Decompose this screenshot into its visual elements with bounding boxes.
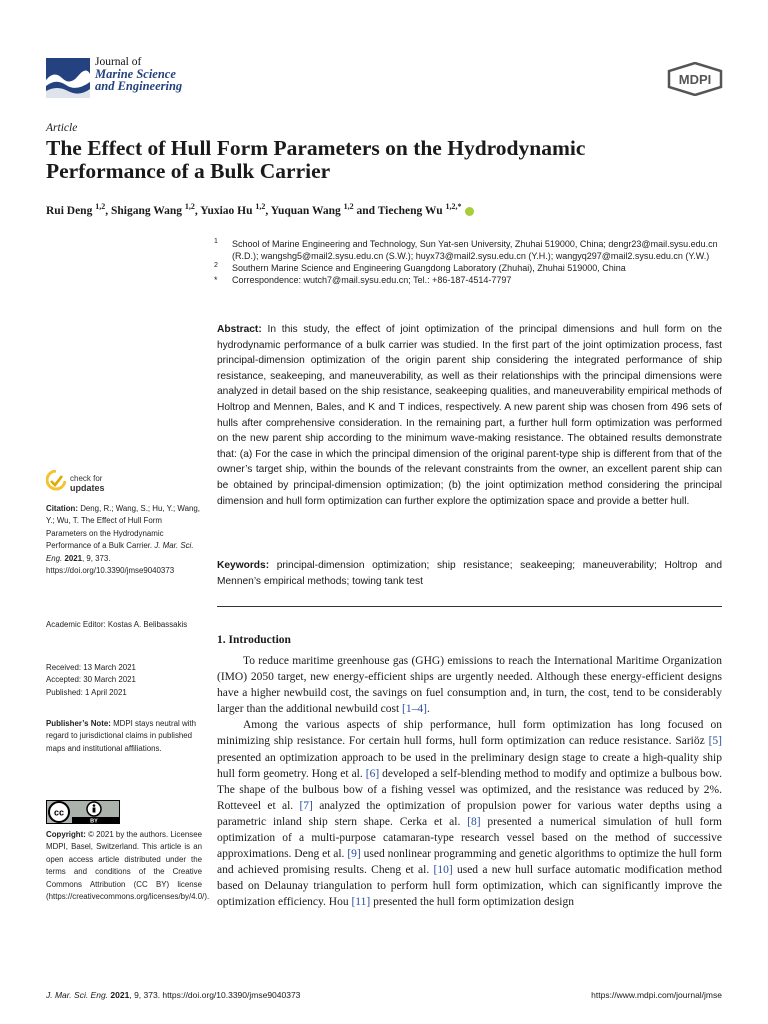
journal-name-line1: Journal of xyxy=(95,56,142,68)
paragraph-text: presented the hull form optimization design xyxy=(370,896,574,909)
publisher-note xyxy=(46,718,202,755)
check-for-updates-button[interactable] xyxy=(46,470,176,498)
author-name: Tiecheng Wu xyxy=(377,204,443,217)
footer-doi[interactable]: , 9, 373. https://doi.org/10.3390/jmse9040373 xyxy=(129,990,301,1000)
correspondence xyxy=(214,274,724,286)
article-type: Article xyxy=(46,122,78,134)
citation-text: Deng, R.; Wang, S.; Hu, Y.; Wang, Y.; Wu, T. The Effect of Hull Form Parameters on the Hydrodynamic Performance of a Bulk Carrier. xyxy=(46,504,200,551)
keywords-label: Keywords: xyxy=(217,560,270,571)
copyright-label: Copyright: xyxy=(46,830,86,839)
academic-editor: Academic Editor: Kostas A. Belibassakis xyxy=(46,620,188,629)
abstract-label: Abstract: xyxy=(217,324,262,335)
paragraph xyxy=(217,653,722,717)
affiliation-2 xyxy=(214,262,724,274)
journal-name-line3: and Engineering xyxy=(95,79,183,93)
check-updates-line2: updates xyxy=(70,483,105,493)
citation-year: 2021 xyxy=(64,553,82,563)
publisher-note-text: MDPI stays neutral with regard to jurisdictional claims in published maps and institutional affiliations. xyxy=(46,719,196,753)
reference-link[interactable]: [6] xyxy=(365,767,380,780)
paragraph-text: . xyxy=(426,703,430,716)
check-updates-icon xyxy=(46,470,66,492)
author-affiliation-mark: 1,2 xyxy=(184,202,195,211)
keywords xyxy=(217,558,722,589)
correspondence-marker: * xyxy=(214,275,218,285)
paragraph-text: Among the various aspects of ship performance, hull form optimization has long focused on minimizing ship resistance. For certain hull forms, hull form optimization can reduce resistance. Sariöz xyxy=(217,719,722,748)
author-name: Shigang Wang xyxy=(110,204,183,217)
author-affiliation-mark: 1,2 xyxy=(95,202,106,211)
paragraph-text: analyzed the optimization of propulsion power for various water depths using a parametric inland ship stern shape. Cerka et al. xyxy=(217,799,722,828)
paragraph-text: used a new hull surface automatic modification method based on Delaunay triangulation to perform hull form optimization, which can significantly improve the optimization efficiency. Hou xyxy=(217,864,723,909)
affiliation-text: School of Marine Engineering and Technology, Sun Yat-sen University, Zhuhai 519000, China; dengr23@mail.sysu.edu.cn (R.D.); wangshg5@mail2.sysu.edu.cn (S.W.); huyx73@mail2.sysu.edu.cn (Y.H.); wangyq297@mail2.sysu.edu.cn (Y.W.) xyxy=(232,239,718,261)
dates-block xyxy=(46,662,202,699)
date-accepted: Accepted: 30 March 2021 xyxy=(46,675,136,685)
reference-link[interactable]: [1–4] xyxy=(402,703,427,716)
date-received: Received: 13 March 2021 xyxy=(46,663,136,672)
affiliations xyxy=(214,238,724,286)
footer-citation xyxy=(46,990,300,1000)
section-divider xyxy=(217,606,722,607)
citation-block xyxy=(46,503,202,577)
affiliation-text: Southern Marine Science and Engineering Guangdong Laboratory (Zhuhai), Zhuhai 519000, China xyxy=(232,263,626,273)
paragraph-text: presented an optimization approach to be used in the preliminary design stage to create a high-quality ship hull form geometry. Hong et al. xyxy=(217,751,722,780)
paragraph-text: developed a self-blending method to modify and optimize a bulbous bow. The shape of the bulbous bow of a fishing vessel was optimized, and the resistance was reduced by 2%. Rotteveel et al. xyxy=(217,767,722,812)
reference-link[interactable]: [11] xyxy=(351,896,371,909)
mdpi-logo xyxy=(666,62,724,96)
reference-link[interactable]: [5] xyxy=(708,735,722,748)
affiliation-1 xyxy=(214,238,724,262)
author-list: Rui Deng $^{1,2}$, Shigang Wang $^{1,2}$, Yuxiao Hu $^{1,2}$, Yuquan Wang $^{1,2}$ and Tiecheng Wu $^{1,2,*}$ xyxy=(46,202,726,217)
footer-journal-url[interactable]: https://www.mdpi.com/journal/jmse xyxy=(591,990,722,1000)
author-affiliation-mark: 1,2,* xyxy=(445,202,462,211)
paragraph-text: To reduce maritime greenhouse gas (GHG) emissions to reach the International Maritime Organization (IMO) 2050 target, new energy-efficient ships are urgently needed. Although these energy-efficient designs have a higher newbuild cost, the savings on fuel consumption and, in turn, the cost, tend to be considerably larger than the additional newbuild cost xyxy=(217,655,722,716)
author-affiliation-mark: 1,2 xyxy=(343,202,354,211)
citation-doi[interactable]: , 9, 373. https://doi.org/10.3390/jmse9040373 xyxy=(46,553,175,576)
author-name: Yuquan Wang xyxy=(270,204,341,217)
correspondence-text: Correspondence: wutch7@mail.sysu.edu.cn; Tel.: +86-187-4514-7797 xyxy=(232,275,512,285)
reference-link[interactable]: [9] xyxy=(347,848,361,861)
check-updates-line1: check for xyxy=(70,474,103,483)
reference-link[interactable]: [8] xyxy=(467,815,481,828)
author-affiliation-mark: 1,2 xyxy=(255,202,266,211)
author-name: Yuxiao Hu xyxy=(200,204,253,217)
introduction-body xyxy=(217,653,722,911)
journal-logo xyxy=(46,58,90,98)
cc-by-license-badge[interactable] xyxy=(46,800,120,824)
abstract-text: In this study, the effect of joint optimization of the principal dimensions and hull form on the hydrodynamic performance of a bulk carrier was studied. In the first part of the joint optimization process, fast principal-dimension optimization of the origin parent ship considering the integrated performance of ship resistance, seakeeping, and maneuverability, as well as their relationships with the principal dimensions were analyzed in detail based on the ship resistance, seakeeping qualities, and maneuverability empirical methods of Holtrop and Mennen, Bales, and K and T indices, respectively. A new parent ship was chosen from 496 sets of hulls after comprehensive consideration. In the remaining part, a further hull form optimization was performed on the new parent ship according to the minimum wave-making resistance. The obtained results demonstrate that: (a) For the case in which the principal dimension of the original parent-type ship is different from that of the owner’s target ship, within the bounds of the relevant constraints from the owner, an excellent parent ship can be obtained by principal-dimension optimization; (b) the joint optimization method considering the principal dimension and hull form optimization can further explore the optimization space and provide a better hull. xyxy=(217,324,722,507)
date-published: Published: 1 April 2021 xyxy=(46,687,127,697)
paragraph-text: presented a numerical simulation of hull form optimization of a multi-purpose catamaran-type research vessel based on the method of successive approximations. Deng et al. xyxy=(217,815,722,861)
title-line2: Performance of a Bulk Carrier xyxy=(46,159,331,183)
keywords-text: principal-dimension optimization; ship resistance; seakeeping; maneuverability; Holtrop and Mennen’s empirical methods; towing tank test xyxy=(217,560,722,587)
journal-name-line2: Marine Science xyxy=(95,67,176,81)
mdpi-logo-text: MDPI xyxy=(678,72,712,87)
affiliation-marker: 1 xyxy=(214,238,218,245)
svg-text:cc: cc xyxy=(53,807,65,818)
abstract xyxy=(217,322,722,509)
journal-name xyxy=(95,56,182,92)
paragraph-text: used nonlinear programming and genetic algorithms to optimize the hull form and achieved promising results. Cheng et al. xyxy=(217,848,722,877)
reference-link[interactable]: [10] xyxy=(433,864,453,877)
orcid-icon[interactable] xyxy=(465,207,474,216)
paragraph xyxy=(217,717,722,910)
page-title xyxy=(46,137,726,183)
copyright-text: © 2021 by the authors. Licensee MDPI, Basel, Switzerland. This article is an open access article distributed under the terms and conditions of the Creative Commons Attribution (CC BY) license (https://creativecommons.org/licenses/by/4.0/). xyxy=(46,830,210,902)
author-name: Rui Deng xyxy=(46,204,93,217)
section-heading-introduction: 1. Introduction xyxy=(217,634,291,646)
citation-journal: J. Mar. Sci. Eng. xyxy=(46,541,194,563)
reference-link[interactable]: [7] xyxy=(299,799,313,812)
copyright-block xyxy=(46,829,210,903)
footer-journal: J. Mar. Sci. Eng. xyxy=(46,990,109,1000)
affiliation-marker: 2 xyxy=(214,262,218,269)
footer-year: 2021 xyxy=(110,990,130,1000)
cc-by-label: BY xyxy=(90,818,98,824)
publisher-note-label: Publisher’s Note: xyxy=(46,719,111,728)
title-line1: The Effect of Hull Form Parameters on the Hydrodynamic xyxy=(46,136,586,160)
citation-label: Citation: xyxy=(46,504,78,513)
